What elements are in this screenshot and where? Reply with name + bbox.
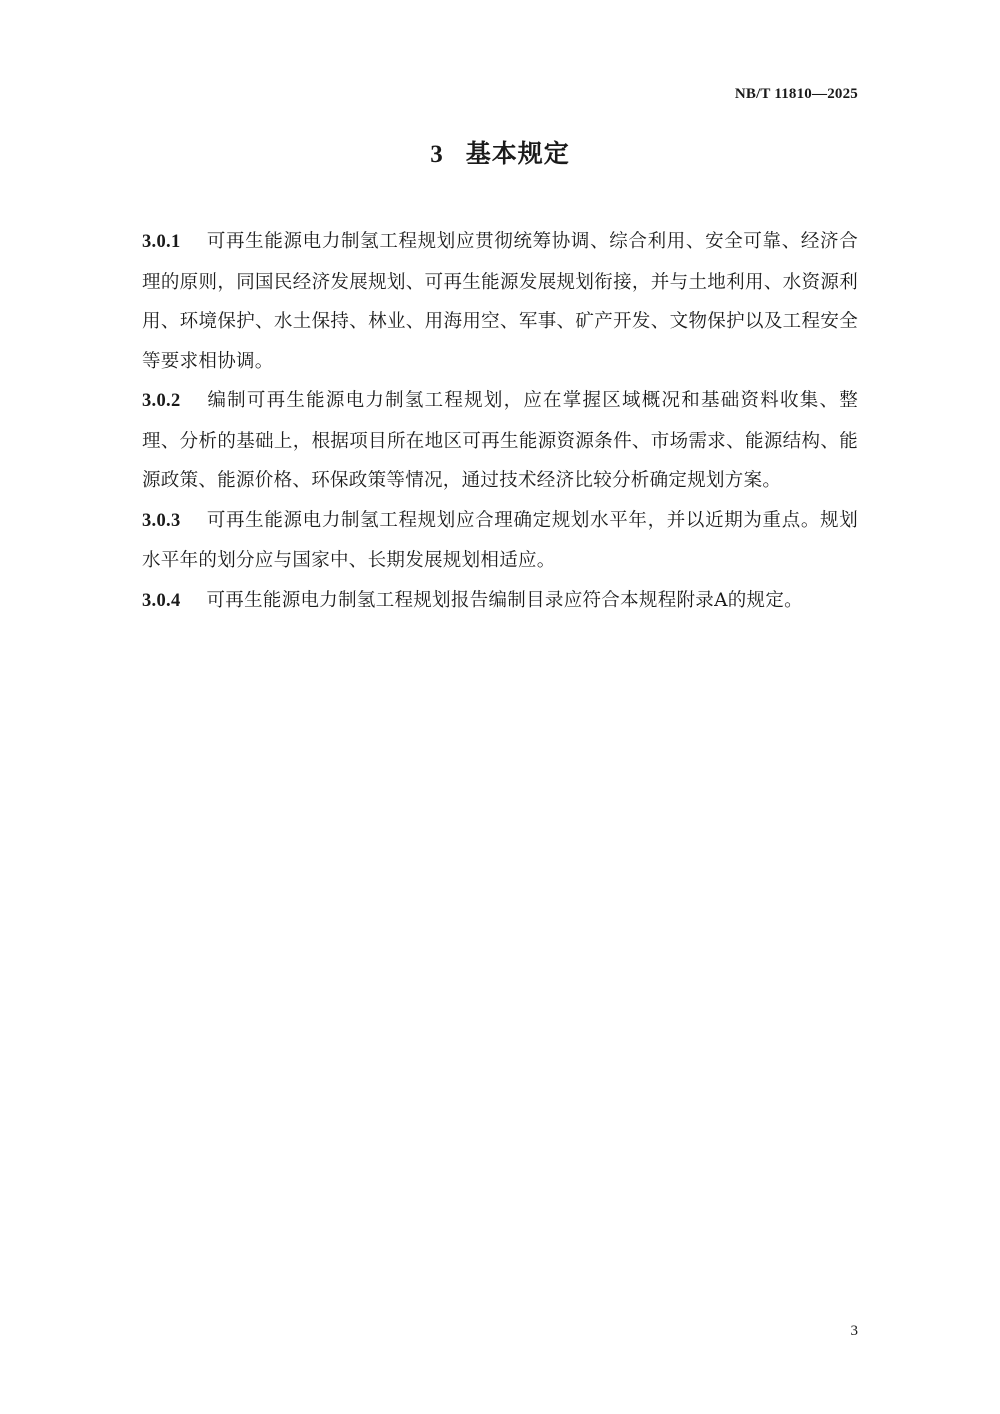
clause-number: 3.0.4 bbox=[142, 590, 181, 611]
clause-3-0-3 bbox=[142, 501, 858, 581]
clause-text: 可再生能源电力制氢工程规划报告编制目录应符合本规程附录A的规定。 bbox=[206, 589, 803, 611]
clause-3-0-1 bbox=[142, 222, 858, 381]
clause-number: 3.0.3 bbox=[142, 510, 181, 531]
clause-number: 3.0.1 bbox=[142, 232, 181, 252]
clause-text: 可再生能源电力制氢工程规划应贯彻统筹协调、综合利用、安全可靠、经济合理的原则，同国民经济发展规划、可再生能源发展规划衔接，并与土地利用、水资源利用、环境保护、水土保持、林业、用海用空、军事、矿产开发、文物保护以及工程安全等要求相协调。 bbox=[142, 231, 858, 372]
standard-code: NB/T 11810—2025 bbox=[734, 86, 858, 102]
page-number: 3 bbox=[850, 1323, 858, 1339]
clause-3-0-2 bbox=[142, 381, 858, 501]
clause-text: 可再生能源电力制氢工程规划应合理确定规划水平年，并以近期为重点。规划水平年的划分应与国家中、长期发展规划相适应。 bbox=[142, 509, 858, 571]
clause-number: 3.0.2 bbox=[142, 391, 181, 411]
clause-list bbox=[142, 222, 858, 621]
clause-3-0-4 bbox=[142, 581, 858, 622]
clause-text: 编制可再生能源电力制氢工程规划，应在掌握区域概况和基础资料收集、整理、分析的基础上，根据项目所在地区可再生能源资源条件、市场需求、能源结构、能源政策、能源价格、环保政策等情况，通过技术经济比较分析确定规划方案。 bbox=[142, 390, 858, 491]
section-title: 基本规定 bbox=[465, 139, 570, 168]
section-number: 3 bbox=[430, 141, 444, 168]
section-heading bbox=[0, 134, 1000, 170]
